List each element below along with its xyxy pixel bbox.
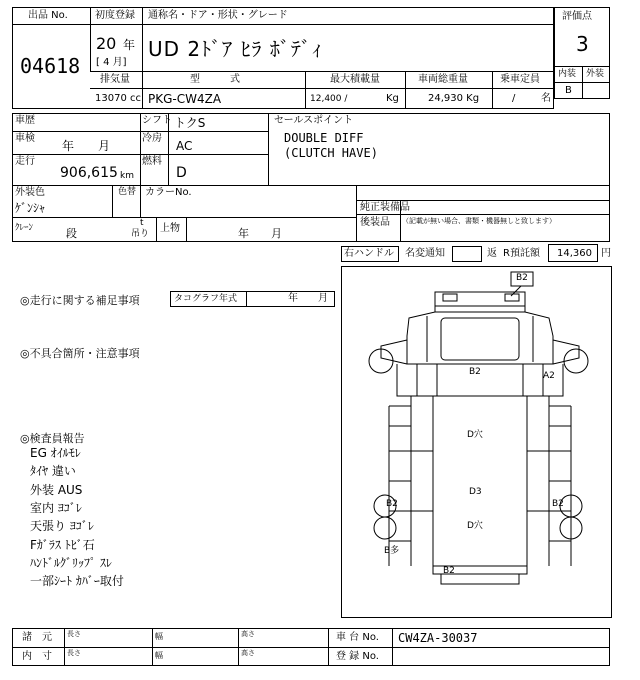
mark-b2-top: B2 [516, 273, 528, 283]
interior-grade: B [565, 85, 572, 96]
max-load-label: 最大積載量 [330, 74, 380, 85]
tacho-label: タコグラフ年式 [174, 294, 238, 304]
first-reg-month: [ 4 月] [96, 57, 127, 68]
inspector-item: ﾊﾝﾄﾞﾙｸﾞﾘｯﾌﾟ ｽﾚ [30, 556, 112, 570]
mount-date: 年 月 [238, 227, 282, 240]
chassis-no: CW4ZA-30037 [398, 631, 478, 645]
tacho-date: 年 月 [288, 293, 328, 304]
inspector-item: 天張り ﾖｺﾞﾚ [30, 519, 94, 533]
mileage-unit: km [120, 171, 134, 181]
exterior-grade-label: 外装 [586, 69, 605, 79]
height-label: 高さ [241, 649, 255, 657]
mileage-label: 走行 [15, 156, 35, 167]
crane-ton: t [140, 218, 144, 228]
color-change-label: 色替 [118, 187, 137, 197]
name-change-box [452, 246, 482, 262]
truck-diagram [341, 266, 612, 618]
history-label: 車歴 [15, 115, 35, 126]
capacity: / [512, 93, 516, 104]
mark-d-hole-1: D穴 [467, 430, 483, 440]
color-code-label: カラーNo. [145, 187, 192, 198]
ext-color-label: 外装色 [15, 187, 45, 198]
mark-d-hole-2: D穴 [467, 521, 483, 531]
inspection-label: 車検 [15, 133, 35, 144]
length-label: 長さ [67, 649, 81, 657]
shift-value: トクS [174, 116, 206, 130]
r-tax-unit: 円 [601, 248, 611, 259]
crane-stage: 段 [66, 227, 77, 240]
width-label: 幅 [155, 651, 163, 660]
width-label: 幅 [155, 632, 163, 641]
r-tax-value: 14,360 [557, 248, 592, 259]
mark-d3: D3 [469, 487, 482, 497]
inspector-item: 外装 AUS [30, 483, 83, 497]
mark-a2: A2 [543, 371, 555, 381]
mileage-value: 906,615 [60, 165, 118, 181]
dims-label: 諸 元 [22, 632, 52, 643]
genuine-equipment-label: 純正装備品 [360, 202, 410, 213]
max-load-unit: Kg [386, 93, 399, 104]
ac-value: AC [176, 139, 193, 153]
year-unit: 年 [123, 38, 136, 52]
mark-b2-bottom: B2 [443, 566, 455, 576]
inspector-item: 室内 ﾖｺﾞﾚ [30, 501, 82, 515]
inspector-item: 一部ｼｰﾄ ｶﾊﾞｰ取付 [30, 574, 124, 588]
grade-score: 3 [576, 32, 589, 56]
selling-point-line: (CLUTCH HAVE) [284, 146, 378, 160]
selling-points-label: セールスポイント [274, 115, 354, 126]
shift-label: シフト [142, 115, 172, 126]
fuel-label: 燃料 [142, 156, 162, 167]
crane-hang: 吊り [131, 229, 150, 239]
displacement: 13070 cc [95, 93, 141, 104]
fuel-value: D [176, 165, 187, 181]
r-tax-label: R預託額 [503, 248, 540, 259]
inspector-report-label: ◎検査員報告 [20, 432, 85, 445]
gross-weight: 24,930 Kg [428, 93, 480, 104]
car-name: UD 2ﾄﾞｱ ﾋﾗ ﾎﾞﾃﾞｨ [148, 37, 323, 61]
ext-color-value: ｹﾞﾝｼｬ [15, 201, 46, 215]
first-reg-label: 初度登録 [95, 10, 135, 21]
return-label: 返 [487, 248, 497, 259]
max-load: 12,400 / [310, 94, 348, 104]
height-label: 高さ [241, 630, 255, 638]
length-label: 長さ [67, 630, 81, 638]
inspector-item: ﾀｲﾔ 違い [30, 464, 76, 478]
ac-label: 冷房 [142, 133, 162, 144]
lot-no: 04618 [20, 54, 81, 78]
aftermarket-note: （記載が無い場合、書類・機器無しと致します） [402, 217, 556, 225]
gross-weight-label: 車両総重量 [418, 74, 468, 85]
grade-label: 評価点 [562, 11, 592, 22]
displacement-label: 排気量 [100, 74, 130, 85]
inspector-item: EG ｵｲﾙﾓﾚ [30, 446, 81, 460]
lot-no-label: 出品 No. [28, 10, 68, 21]
inspection-value: 年 月 [62, 139, 111, 153]
first-reg-year: 20 [96, 34, 117, 53]
inspector-item: Fｶﾞﾗｽ ﾄﾋﾞ石 [30, 538, 95, 552]
model-label: 型 式 [190, 74, 240, 85]
capacity-unit: 名 [541, 93, 551, 104]
reg-label: 登 録 No. [336, 651, 379, 662]
mark-b2-left: B2 [386, 499, 398, 509]
defects-label: ◎不具合箇所・注意事項 [20, 347, 140, 360]
mount-label: 上物 [160, 223, 180, 234]
mark-b2-cab: B2 [469, 367, 481, 377]
mark-b2-right: B2 [552, 499, 564, 509]
model: PKG-CW4ZA [148, 92, 222, 106]
selling-point-line: DOUBLE DIFF [284, 131, 364, 145]
interior-dims-label: 内 寸 [22, 651, 52, 662]
driving-remarks-label: ◎走行に関する補足事項 [20, 294, 140, 307]
name-label: 通称名・ドア・形状・グレード [148, 10, 288, 21]
name-change-label: 名変通知 [405, 248, 445, 259]
aftermarket-label: 後装品 [360, 217, 390, 228]
rhd-label: 右ハンドル [344, 248, 394, 259]
interior-grade-label: 内装 [558, 69, 577, 79]
chassis-label: 車 台 No. [336, 632, 379, 643]
mark-b-many: B多 [384, 546, 400, 556]
capacity-label: 乗車定員 [500, 74, 540, 85]
crane-label: ｸﾚｰﾝ [15, 223, 34, 233]
